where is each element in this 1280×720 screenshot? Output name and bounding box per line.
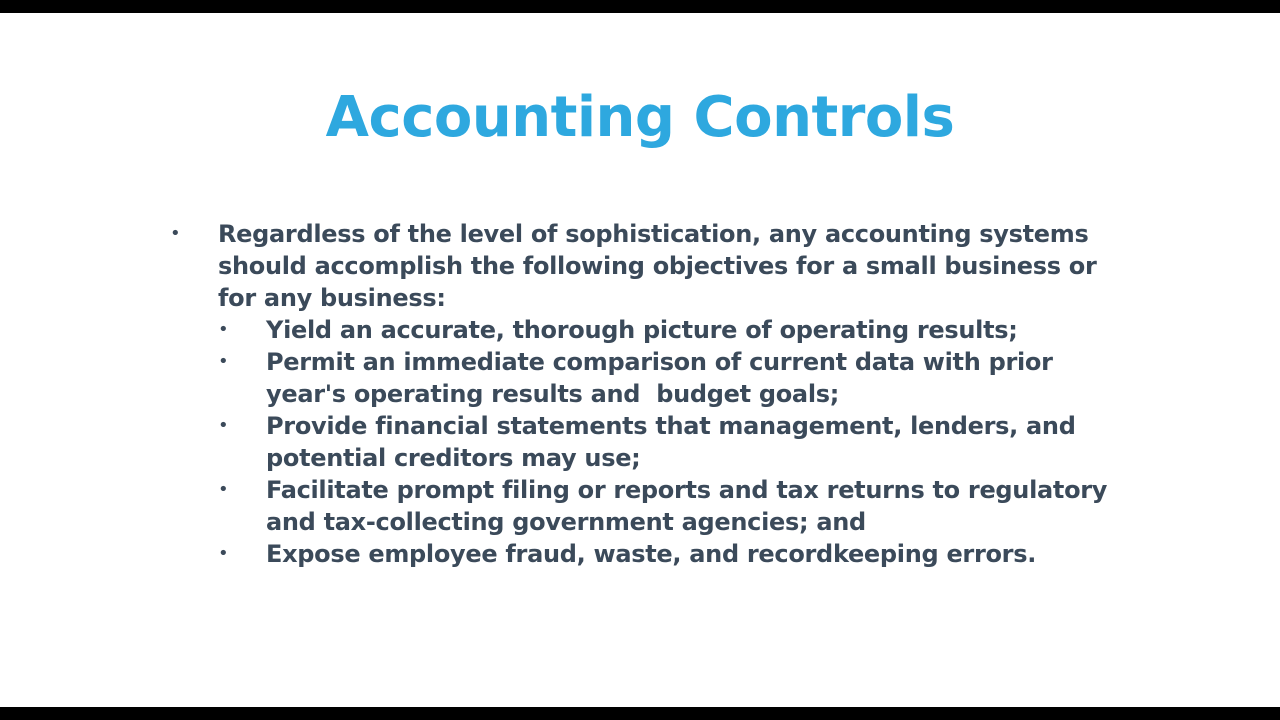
sub-bullet-text: Yield an accurate, thorough picture of operating results; <box>266 316 1018 344</box>
slide-title: Accounting Controls <box>325 85 955 150</box>
sub-bullet-item <box>218 346 1120 410</box>
main-bullet-text: Regardless of the level of sophistication, any accounting systems should accomplish the following objectives for a small business or for any business: <box>218 220 1097 312</box>
main-bullet-item <box>170 218 1120 314</box>
bullet-dot-icon: • <box>218 543 229 564</box>
sub-bullet-item <box>218 410 1120 474</box>
bullet-dot-icon: • <box>218 351 229 372</box>
bullet-dot-icon: • <box>218 479 229 500</box>
sub-bullet-text: Expose employee fraud, waste, and recordkeeping errors. <box>266 540 1037 568</box>
sub-bullet-text: Facilitate prompt filing or reports and tax returns to regulatory and tax-collecting government agencies; and <box>266 476 1108 536</box>
bullet-dot-icon: • <box>218 319 229 340</box>
letterbox-bottom <box>0 707 1280 720</box>
bullet-dot-icon: • <box>170 223 181 244</box>
bullet-list <box>170 218 1120 570</box>
slide <box>0 13 1280 707</box>
sub-bullet-text: Provide financial statements that management, lenders, and potential creditors may use; <box>266 412 1076 472</box>
letterbox-top <box>0 0 1280 13</box>
sub-bullet-text: Permit an immediate comparison of current data with prior year's operating results and budget goals; <box>266 348 1061 408</box>
sub-bullet-item <box>218 314 1120 346</box>
sub-bullet-list <box>170 314 1120 570</box>
sub-bullet-item <box>218 474 1120 538</box>
bullet-dot-icon: • <box>218 415 229 436</box>
sub-bullet-item <box>218 538 1120 570</box>
